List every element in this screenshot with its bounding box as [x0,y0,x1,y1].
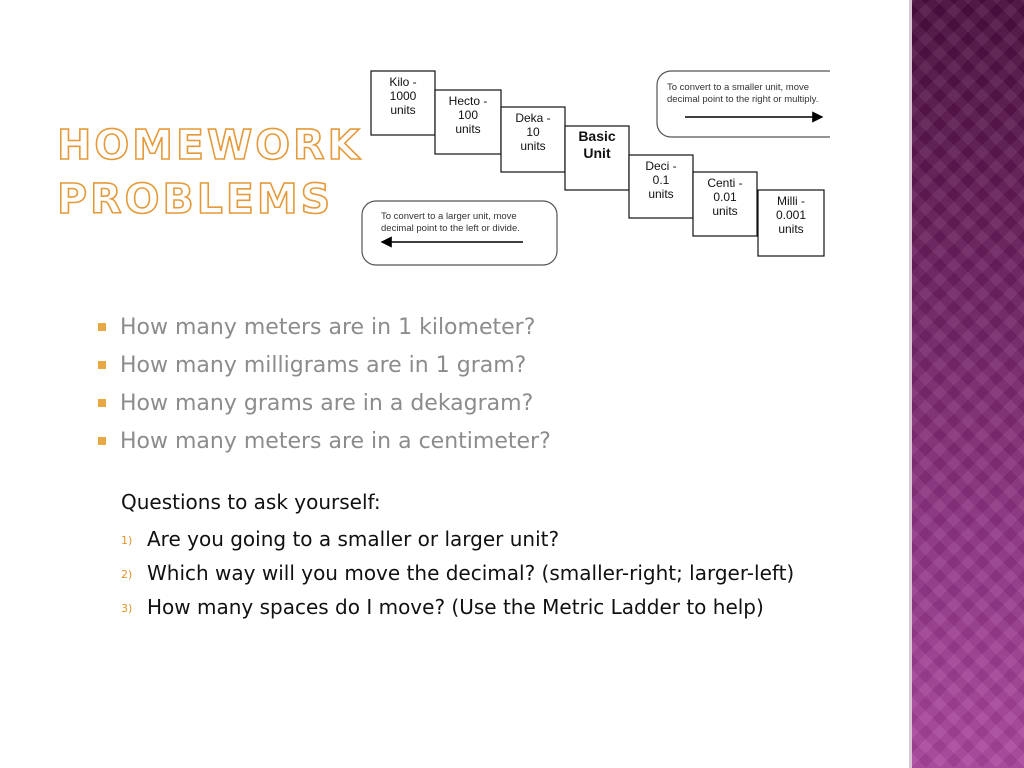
step-text: Are you going to a smaller or larger unit? [147,527,560,551]
convert-larger-note [362,201,557,265]
convert-smaller-text: To convert to a smaller unit, move decimal point to the right or multiply. [667,82,819,105]
question-item [98,312,551,350]
ask-yourself-list [121,524,794,626]
question-text: How many milligrams are in 1 gram? [120,353,527,378]
step-label: Kilo -1000 units [389,75,417,117]
bullet-icon [98,437,106,445]
ask-yourself-heading: Questions to ask yourself: [121,490,381,514]
step-label: Milli -0.001 units [775,194,807,236]
step-label: Centi -0.01 units [707,176,743,218]
step-number: 2) [121,568,133,581]
step-number: 1) [121,534,133,547]
step-item [121,524,794,558]
step-label: Deci -0.1 units [645,159,677,201]
question-list [98,312,551,464]
hecto-step [435,90,501,154]
question-item [98,350,551,388]
step-number: 3) [121,602,133,615]
question-item [98,426,551,464]
question-item [98,388,551,426]
basic-unit-step [565,126,629,190]
question-text: How many meters are in a centimeter? [120,429,551,454]
convert-smaller-note [657,71,830,137]
slide-title: HOMEWORK PROBLEMS [57,121,363,223]
step-label: Hecto -100 units [448,94,488,136]
deci-step [629,155,693,218]
bullet-icon [98,361,106,369]
bullet-icon [98,323,106,331]
centi-step [693,172,757,236]
step-text: Which way will you move the decimal? (smaller-right; larger-left) [147,561,795,585]
step-item [121,592,794,626]
bullet-icon [98,399,106,407]
metric-ladder-svg [360,66,830,268]
decorative-side-band [912,0,1024,768]
convert-larger-text: To convert to a larger unit, move decimal point to the left or divide. [381,211,520,234]
step-text: How many spaces do I move? (Use the Metric Ladder to help) [147,595,764,619]
question-text: How many meters are in 1 kilometer? [120,315,536,340]
metric-ladder-diagram [360,66,830,268]
step-item [121,558,794,592]
step-label: Deka -10 units [515,111,551,153]
deka-step [501,107,565,172]
question-text: How many grams are in a dekagram? [120,391,534,416]
kilo-step [371,71,435,135]
milli-step [758,190,824,256]
step-label: Basic Unit [578,128,616,161]
